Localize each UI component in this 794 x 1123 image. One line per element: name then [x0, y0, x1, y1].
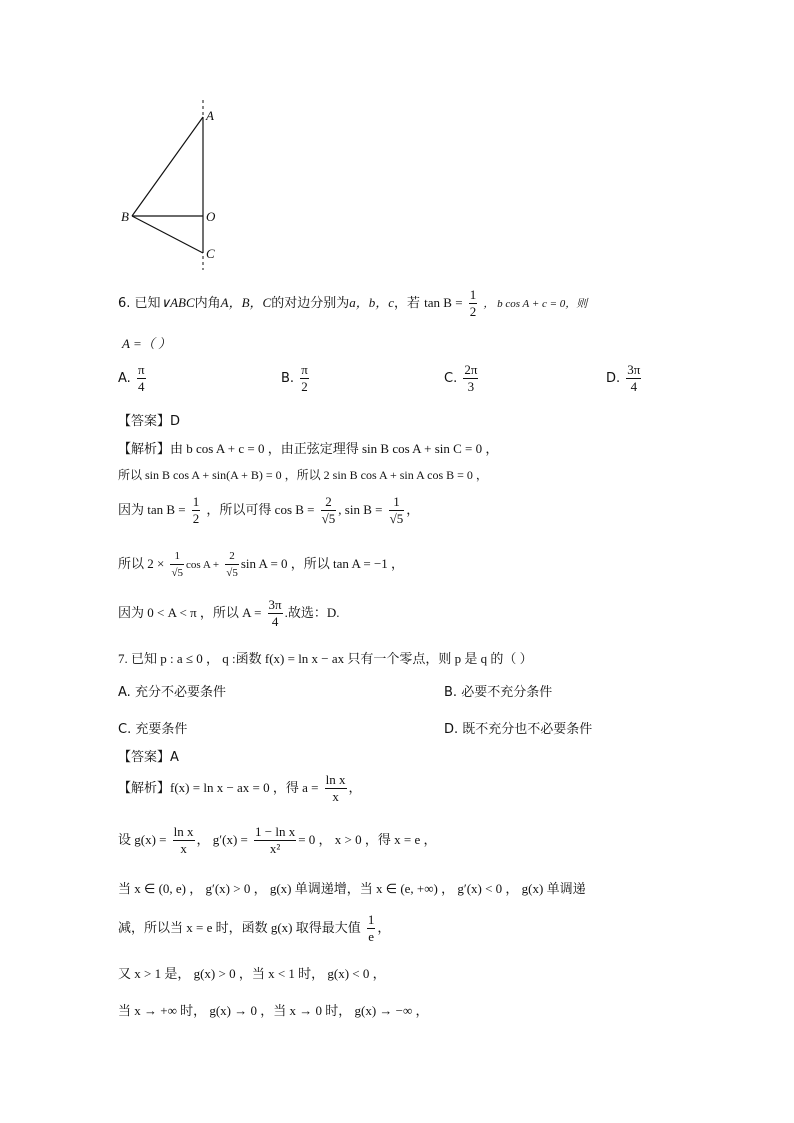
q6-analysis-line-1: 【解析】由 b cos A + c = 0 ，由正弦定理得 sin B cos A + sin C = 0 ， [118, 441, 499, 457]
q6-tan-fraction: $\frac{1}{2}$ [469, 287, 477, 319]
q6-option-c: C. $\frac{2\pi}{3}$ [444, 362, 478, 394]
q7-analysis-line-6: 当 x → +∞ 时， g(x) → 0 ，当 x → 0 时， g(x) → −∞ ， [118, 1003, 429, 1018]
q6-ask: A =（ ） [122, 336, 171, 351]
q7-analysis-line-4: 减，所以当 x = e 时，函数 g(x) 取得最大值 $\frac{1}{e}$ ， [118, 912, 391, 944]
q6-option-a: A. $\frac{\pi}{4}$ [118, 362, 145, 394]
label-point-a: A [206, 108, 214, 123]
q6-option-d: D. $\frac{3\pi}{4}$ [606, 362, 641, 394]
q6-number: 6. [118, 296, 131, 311]
q6-stem: 6. 已知∨ABC内角A，B，C的对边分别为a，b，c，若 tan B = $\frac{1}{2}$ ， b cos A + c = 0，则 [118, 287, 588, 319]
q7-analysis-line-3: 当 x ∈ (0, e) ， g′(x) > 0 ， g(x) 单调递增，当 x ∈ (e, +∞) ， g′(x) < 0 ， g(x) 单调递 [118, 881, 586, 896]
q6-option-b: B. $\frac{\pi}{2}$ [281, 362, 308, 394]
q6-analysis-line-4: 所以 2 × $\frac{1}{√5}$ cos A + $\frac{2}{√5}$ sin A = 0 ，所以 tan A = −1 ， [118, 550, 405, 579]
q7-option-c: C. 充要条件 [118, 722, 188, 737]
q6-answer: 【答案】D [118, 414, 181, 429]
q6-analysis-line-3: 因为 tan B = $\frac{1}{2}$ ，所以可得 cos B = $\frac{2}{√5}$ , sin B = $\frac{1}{√5}$ ， [118, 494, 420, 526]
q6-analysis-line-5: 因为 0 < A < π ，所以 A = $\frac{3\pi}{4}$ .故选：D. [118, 597, 340, 629]
q7-analysis-line-5: 又 x > 1 是， g(x) > 0 ，当 x < 1 时， g(x) < 0 ， [118, 966, 386, 981]
segment-BC [132, 216, 203, 253]
label-point-b: B [121, 209, 129, 224]
segment-AB [132, 117, 203, 216]
q7-number: 7. [118, 651, 128, 666]
q6-analysis-line-2: 所以 sin B cos A + sin(A + B) = 0 ，所以 2 sin B cos A + sin A cos B = 0 ， [118, 468, 488, 482]
q7-analysis-line-2: 设 g(x) = $\frac{\text{ln x}}{x}$ ， g′(x) = $\frac{\text{1 − ln x}}{\text{x²}}$ = 0 ， x > 0 ，得 x = e ， [118, 824, 437, 856]
q7-answer: 【答案】A [118, 750, 179, 765]
label-point-c: C [206, 246, 215, 261]
q7-option-a: A. 充分不必要条件 [118, 685, 226, 700]
q7-stem: 7. 已知 p : a ≤ 0 ， q :函数 f(x) = ln x − ax 只有一个零点，则 p 是 q 的（ ） [118, 651, 533, 666]
q7-option-b: B. 必要不充分条件 [444, 685, 553, 700]
label-point-o: O [206, 209, 216, 224]
q7-option-d: D. 既不充分也不必要条件 [444, 722, 593, 737]
q7-analysis-line-1: 【解析】f(x) = ln x − ax = 0 ，得 a = $\frac{\text{ln x}}{x}$ ， [118, 772, 362, 804]
